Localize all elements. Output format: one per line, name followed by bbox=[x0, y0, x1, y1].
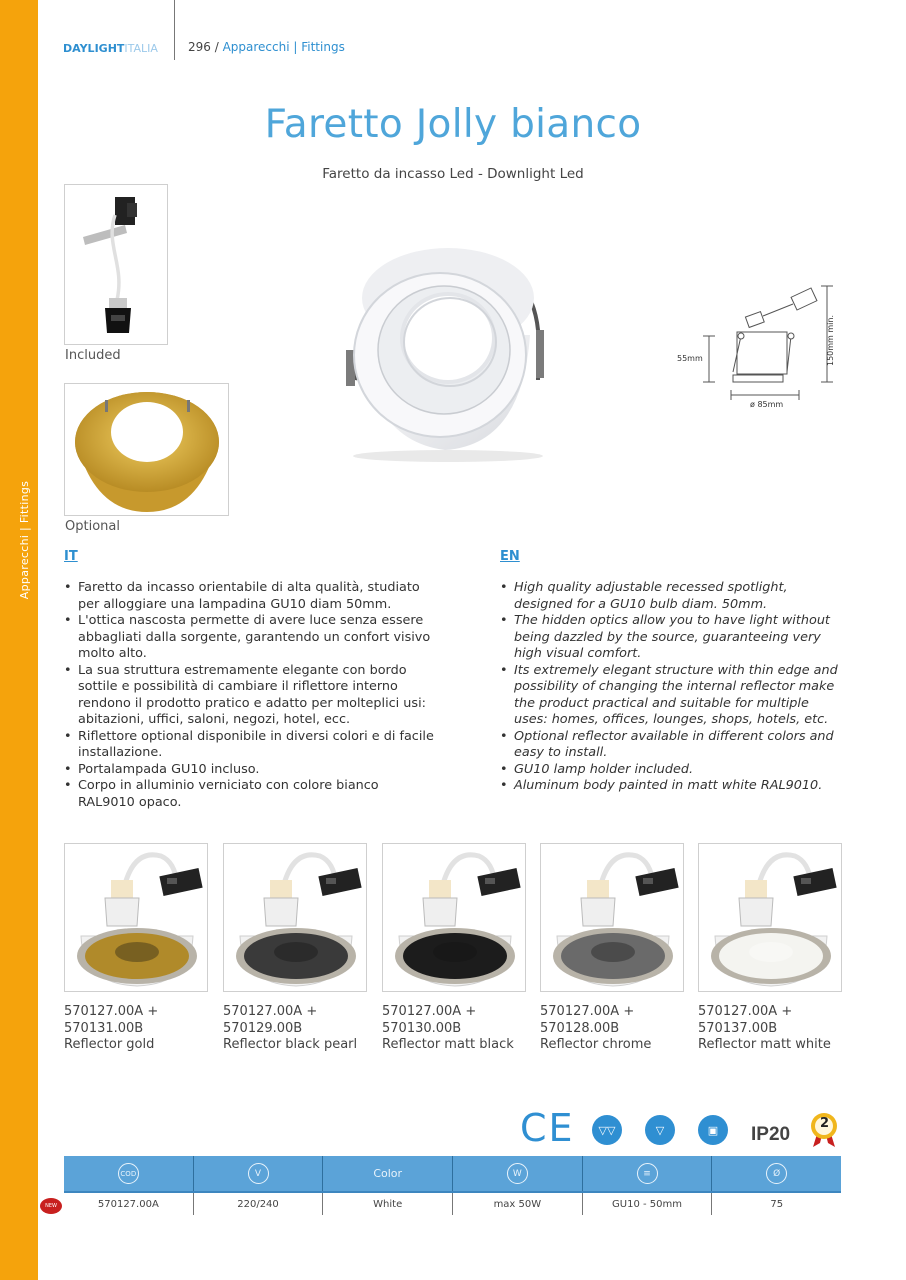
main-product-image bbox=[330, 240, 560, 470]
product-card[interactable] bbox=[223, 843, 367, 1054]
it-bullet: • Faretto da incasso orientabile di alta qualità, studiato per alloggiare una lampadina GU10 diam 50mm. bbox=[64, 580, 434, 613]
en-bullet: • The hidden optics allow you to have light without being dazzled by the source, guaranteeing very high visual comfort. bbox=[500, 613, 845, 663]
product-card[interactable] bbox=[64, 843, 208, 1054]
product-image bbox=[540, 843, 684, 992]
it-heading: IT bbox=[64, 549, 78, 564]
product-code-b: 570129.00B bbox=[223, 1020, 303, 1036]
brand-bold: DAYLIGHT bbox=[63, 41, 125, 55]
product-name: Reflector matt black bbox=[382, 1037, 514, 1052]
product-label bbox=[64, 1004, 208, 1054]
product-image bbox=[223, 843, 367, 992]
page-number: 296 / bbox=[188, 40, 223, 54]
code-icon: COD bbox=[118, 1163, 139, 1184]
brand-logo bbox=[63, 40, 158, 56]
dimension-diagram bbox=[675, 280, 855, 420]
product-code-a: 570127.00A + bbox=[698, 1004, 793, 1019]
col-watt bbox=[453, 1156, 583, 1191]
it-bullet: • Portalampada GU10 incluso. bbox=[64, 762, 434, 779]
cell-hole: 75 bbox=[770, 1198, 784, 1210]
class-ii-icon: ▽▽ bbox=[592, 1115, 622, 1145]
product-name: Reflector chrome bbox=[540, 1037, 652, 1052]
height-label: 55mm bbox=[677, 354, 703, 363]
cell-watt: max 50W bbox=[453, 1193, 583, 1215]
section-link[interactable]: Apparecchi | Fittings bbox=[222, 40, 345, 54]
cell-code: 570127.00A bbox=[64, 1193, 194, 1215]
warranty-years: 2 bbox=[820, 1116, 830, 1131]
watt-icon: W bbox=[507, 1163, 528, 1184]
col-voltage bbox=[194, 1156, 324, 1191]
product-code-a: 570127.00A + bbox=[382, 1004, 477, 1019]
spec-table bbox=[64, 1156, 841, 1215]
en-bullet: • High quality adjustable recessed spotlight, designed for a GU10 bulb diam. 50mm. bbox=[500, 580, 845, 613]
product-name: Reflector matt white bbox=[698, 1037, 831, 1052]
col-code bbox=[64, 1156, 194, 1191]
en-bullet-list bbox=[500, 580, 845, 795]
en-heading: EN bbox=[500, 549, 520, 564]
product-card[interactable] bbox=[698, 843, 842, 1054]
product-name: Reflector gold bbox=[64, 1037, 155, 1052]
ce-mark-text: CE bbox=[520, 1106, 575, 1150]
bulb-socket-icon: ≡ bbox=[637, 1163, 658, 1184]
optional-caption: Optional bbox=[65, 519, 120, 534]
side-section-label: Apparecchi | Fittings bbox=[18, 480, 31, 600]
included-caption: Included bbox=[65, 348, 121, 363]
page-subtitle: Faretto da incasso Led - Downlight Led bbox=[322, 166, 584, 182]
it-bullet: • La sua struttura estremamente elegante con bordo sottile e possibilità di cambiare il riflettore interno rendono il prodotto pratico e adatto per molteplici usi: abitazioni, uffici, saloni, negozi, hotel, ecc. bbox=[64, 663, 434, 729]
product-code-b: 570137.00B bbox=[698, 1020, 778, 1036]
product-label bbox=[540, 1004, 684, 1054]
spec-table-header bbox=[64, 1156, 841, 1193]
cell-voltage: 220/240 bbox=[194, 1193, 324, 1215]
cell-socket: GU10 - 50mm bbox=[583, 1193, 713, 1215]
en-bullet: • Its extremely elegant structure with thin edge and possibility of changing the internal reflector make the product practical and suitable for multiple uses: homes, offices, lounges, shops, hotels, etc. bbox=[500, 663, 845, 729]
product-card[interactable] bbox=[540, 843, 684, 1054]
it-bullet: • Corpo in alluminio verniciato con colore bianco RAL9010 opaco. bbox=[64, 778, 434, 811]
product-code-b: 570128.00B bbox=[540, 1020, 620, 1036]
col-socket bbox=[583, 1156, 713, 1191]
product-code-a: 570127.00A + bbox=[64, 1004, 159, 1019]
warranty-badge-icon bbox=[807, 1112, 841, 1148]
product-label bbox=[382, 1004, 526, 1054]
ip-rating: IP20 bbox=[751, 1124, 791, 1145]
cell-color: White bbox=[323, 1193, 453, 1215]
it-bullet: • Riflettore optional disponibile in diversi colori e di facile installazione. bbox=[64, 729, 434, 762]
product-label bbox=[698, 1004, 842, 1054]
product-image bbox=[698, 843, 842, 992]
product-name: Reflector black pearl bbox=[223, 1037, 358, 1052]
product-code-b: 570130.00B bbox=[382, 1020, 462, 1036]
new-badge: NEW bbox=[40, 1198, 62, 1214]
double-insulation-icon: ▣ bbox=[698, 1115, 728, 1145]
f-mark-icon: ▽ bbox=[645, 1115, 675, 1145]
product-code-a: 570127.00A + bbox=[223, 1004, 318, 1019]
side-bar bbox=[0, 0, 38, 1280]
breadcrumb bbox=[188, 40, 345, 54]
voltage-icon: V bbox=[248, 1163, 269, 1184]
en-bullet: • Optional reflector available in different colors and easy to install. bbox=[500, 729, 845, 762]
en-bullet: • Aluminum body painted in matt white RAL9010. bbox=[500, 778, 845, 795]
it-bullet-list bbox=[64, 580, 434, 811]
page-title: Faretto Jolly bianco bbox=[264, 102, 642, 147]
it-bullet: • L'ottica nascosta permette di avere luce senza essere abbagliati dalla sorgente, garantendo un confort visivo molto alto. bbox=[64, 613, 434, 663]
ce-mark-icon bbox=[520, 1106, 580, 1150]
product-image bbox=[64, 843, 208, 992]
diameter-label: ø 85mm bbox=[750, 400, 784, 409]
col-hole bbox=[712, 1156, 841, 1191]
en-bullet: • GU10 lamp holder included. bbox=[500, 762, 845, 779]
brand-light: ITALIA bbox=[124, 41, 158, 55]
optional-reflector-image bbox=[64, 383, 229, 516]
table-row bbox=[64, 1193, 841, 1215]
cutout-diameter-icon: Ø bbox=[766, 1163, 787, 1184]
product-code-b: 570131.00B bbox=[64, 1020, 144, 1036]
product-image bbox=[382, 843, 526, 992]
min-height-label: 150mm min. bbox=[826, 314, 836, 367]
product-card[interactable] bbox=[382, 843, 526, 1054]
product-code-a: 570127.00A + bbox=[540, 1004, 635, 1019]
header-divider bbox=[174, 0, 175, 60]
col-color: Color bbox=[323, 1156, 453, 1191]
product-label bbox=[223, 1004, 367, 1054]
included-image bbox=[64, 184, 168, 345]
